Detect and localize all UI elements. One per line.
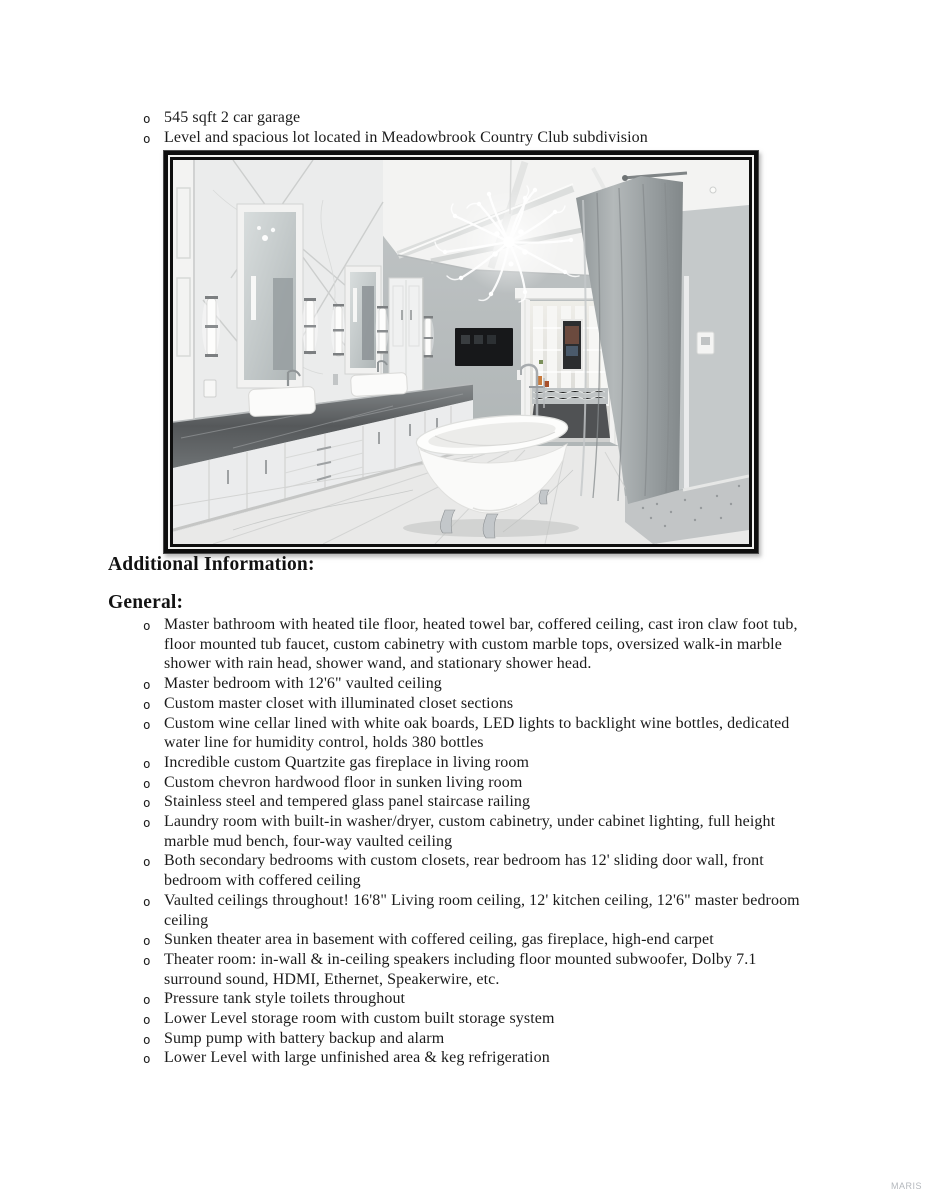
list-item (141, 1029, 804, 1049)
bullet-marker: o (143, 618, 151, 633)
bullet-marker: o (143, 716, 151, 732)
list-item-text: Master bathroom with heated tile floor, heated towel bar, coffered ceiling, cast iron claw foot tub, floor mounted tub faucet, custom cabinetry with custom marble tops, oversized walk-in marble shower with rain head, shower wand, and stationary shower head. (164, 616, 798, 673)
list-item-text: Laundry room with built-in washer/dryer, custom cabinetry, under cabinet lighting, full height marble mud bench, four-way vaulted ceiling (164, 813, 776, 850)
photo-mirror-left (237, 204, 303, 388)
list-item (141, 753, 804, 773)
bullet-marker: o (143, 992, 151, 1008)
list-item-text: Lower Level with large unfinished area & keg refrigeration (164, 1049, 550, 1067)
bathroom-photo (173, 160, 749, 544)
bullet-marker: o (143, 854, 151, 870)
additional-information-heading: Additional Information: (108, 554, 315, 575)
list-item-text: Lower Level storage room with custom built storage system (164, 1010, 555, 1028)
list-item (141, 128, 841, 148)
list-item (141, 714, 804, 753)
bullet-marker: o (143, 795, 151, 811)
list-item (141, 773, 804, 793)
list-item-text: Custom master closet with illuminated closet sections (164, 694, 514, 712)
general-feature-list (141, 615, 804, 1068)
list-item-text: 545 sqft 2 car garage (164, 109, 301, 126)
list-item (141, 851, 804, 890)
bullet-marker: o (143, 111, 151, 126)
bullet-marker: o (143, 696, 151, 712)
photo-mirror-right (345, 266, 381, 374)
list-item-text: Custom chevron hardwood floor in sunken living room (164, 773, 523, 791)
bullet-marker: o (143, 775, 151, 791)
list-item (141, 989, 804, 1009)
general-heading: General: (108, 592, 184, 613)
list-item-text: Master bedroom with 12'6" vaulted ceiling (164, 675, 442, 693)
list-item (141, 1009, 804, 1029)
list-item-text: Vaulted ceilings throughout! 16'8" Living room ceiling, 12' kitchen ceiling, 12'6" master bedroom ceiling (164, 891, 800, 929)
bullet-marker: o (143, 1031, 151, 1047)
bullet-marker: o (143, 815, 151, 831)
list-item (141, 674, 804, 694)
list-item (141, 891, 804, 930)
bullet-marker: o (143, 933, 151, 949)
list-item (141, 1048, 804, 1068)
list-item-text: Level and spacious lot located in Meadowbrook Country Club subdivision (164, 129, 648, 146)
list-item (141, 108, 841, 128)
list-item-text: Custom wine cellar lined with white oak boards, LED lights to backlight wine bottles, dedicated water line for humidity control, holds 380 bottles (164, 714, 790, 752)
list-item-text: Stainless steel and tempered glass panel staircase railing (164, 793, 531, 811)
bullet-marker: o (143, 952, 151, 968)
list-item-text: Sunken theater area in basement with coffered ceiling, gas fireplace, high-end carpet (164, 931, 714, 949)
top-feature-list (141, 108, 841, 148)
list-item (141, 615, 804, 674)
photo-left-cabinet (173, 160, 195, 422)
list-item (141, 950, 804, 989)
list-item (141, 694, 804, 714)
list-item-text: Both secondary bedrooms with custom closets, rear bedroom has 12' sliding door wall, front bedroom with coffered ceiling (164, 852, 764, 890)
list-item-text: Incredible custom Quartzite gas fireplace in living room (164, 753, 530, 771)
list-item-text: Pressure tank style toilets throughout (164, 990, 406, 1008)
bullet-marker: o (143, 755, 151, 771)
list-item-text: Sump pump with battery backup and alarm (164, 1029, 445, 1047)
list-item (141, 930, 804, 950)
property-photo-mat (168, 155, 754, 549)
list-item-text: Theater room: in-wall & in-ceiling speakers including floor mounted subwoofer, Dolby 7.1 surround sound, HDMI, Ethernet, Speakerwire, etc. (164, 950, 757, 988)
bullet-marker: o (143, 677, 151, 693)
list-item (141, 812, 804, 851)
bullet-marker: o (143, 131, 151, 146)
bullet-marker: o (143, 1051, 151, 1067)
photo-switch-plate (204, 380, 216, 397)
bullet-marker: o (143, 1012, 151, 1028)
bullet-marker: o (143, 893, 151, 909)
maris-watermark: MARIS (890, 1181, 922, 1191)
property-photo-frame (163, 150, 759, 554)
list-item (141, 792, 804, 812)
